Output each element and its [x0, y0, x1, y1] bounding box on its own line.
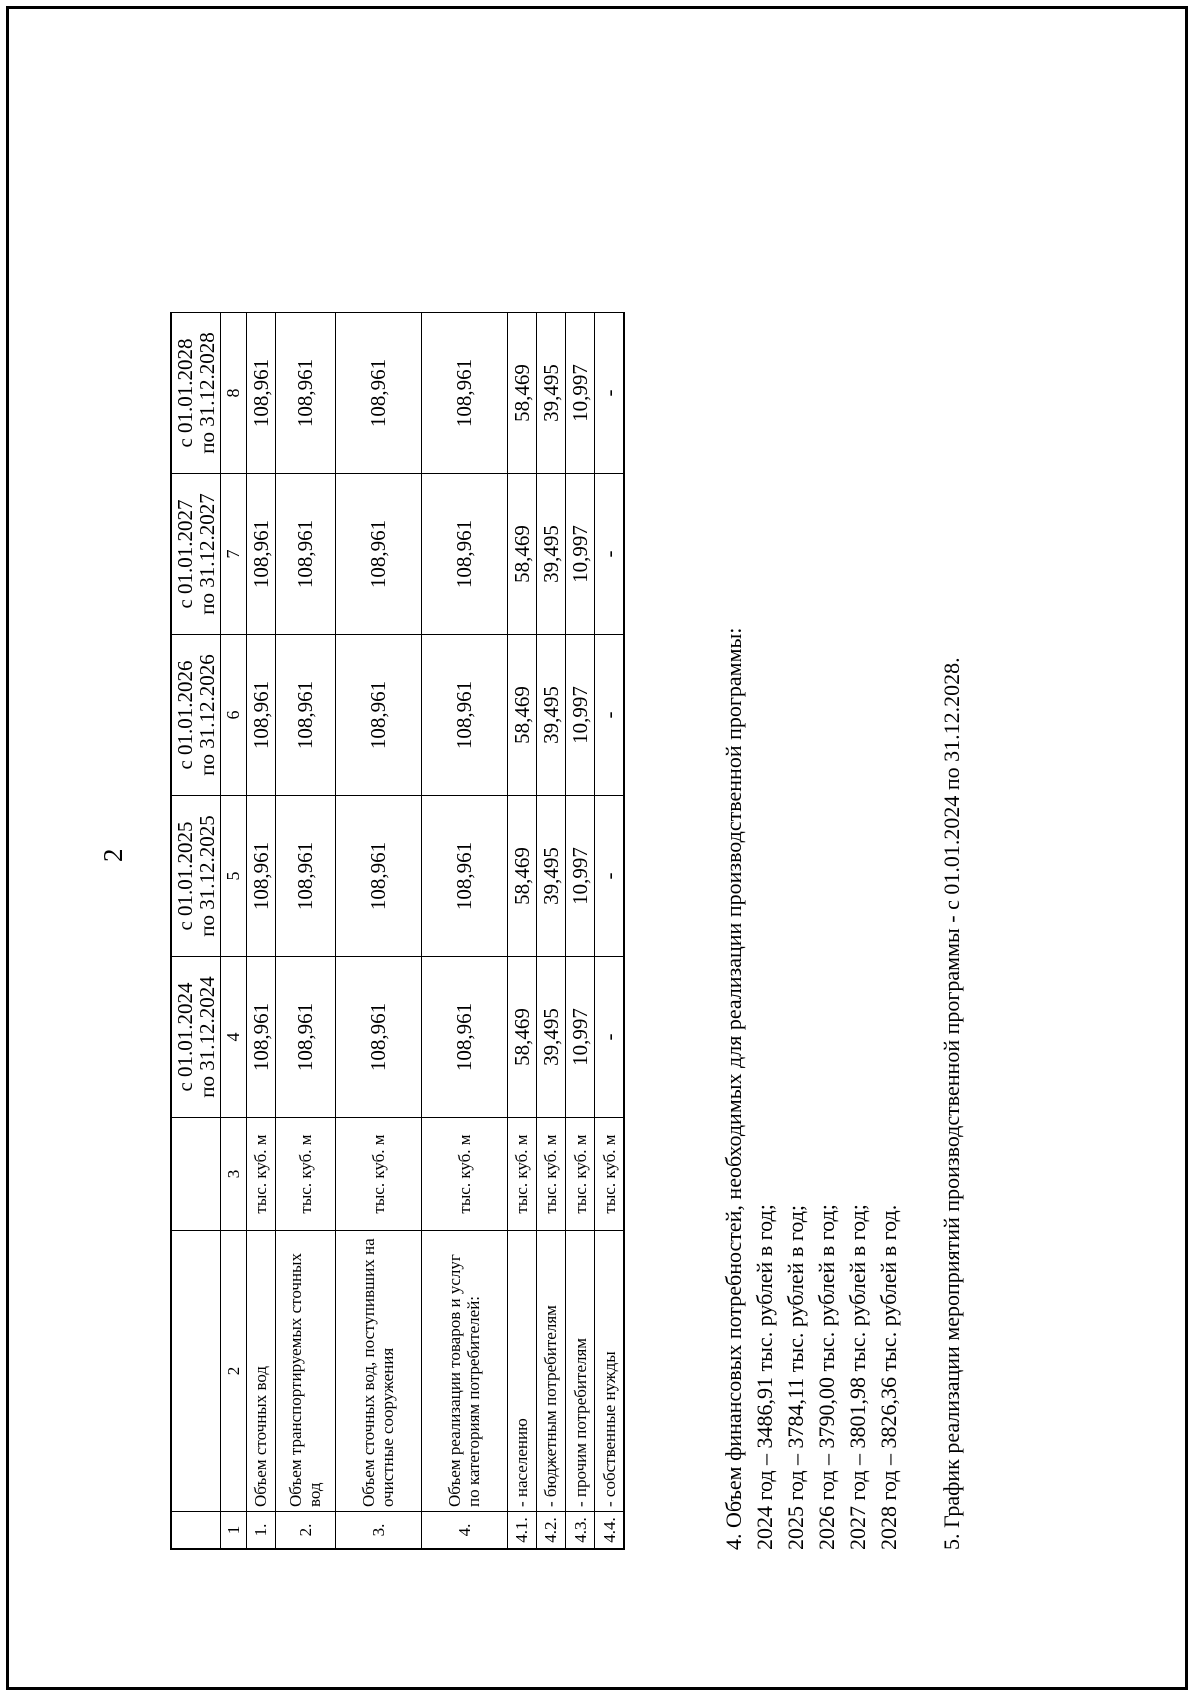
- row-number: 4.3.: [566, 1512, 595, 1550]
- table-row: [595, 313, 625, 1550]
- financial-needs-section: [718, 628, 904, 1550]
- row-value: 108,961: [275, 957, 335, 1118]
- row-value: 10,997: [566, 474, 595, 635]
- column-number: 6: [221, 635, 247, 796]
- column-number: 2: [221, 1231, 247, 1512]
- row-value: 108,961: [246, 474, 275, 635]
- row-value: 108,961: [246, 957, 275, 1118]
- row-value: 108,961: [335, 474, 421, 635]
- row-value: 108,961: [421, 474, 507, 635]
- schedule-text: 5. График реализации мероприятий производственной программы - с 01.01.2024 по 31.12.2028.: [939, 657, 964, 1550]
- column-number: 1: [221, 1512, 247, 1550]
- header-period: с 01.01.2024 по 31.12.2024: [171, 957, 221, 1118]
- row-number: 4.: [421, 1512, 507, 1550]
- table-row: [537, 313, 566, 1550]
- column-number-row: [221, 313, 247, 1550]
- column-number: 3: [221, 1118, 247, 1231]
- header-period: с 01.01.2028 по 31.12.2028: [171, 313, 221, 474]
- table-row: [566, 313, 595, 1550]
- row-number: 2.: [275, 1512, 335, 1550]
- row-value: 108,961: [246, 635, 275, 796]
- row-value: 39,495: [537, 313, 566, 474]
- row-value: 108,961: [421, 635, 507, 796]
- row-unit: тыс. куб. м: [537, 1118, 566, 1231]
- row-value: 108,961: [246, 796, 275, 957]
- row-value: 108,961: [335, 957, 421, 1118]
- row-value: 39,495: [537, 635, 566, 796]
- row-value: 108,961: [335, 313, 421, 474]
- row-value: -: [595, 957, 625, 1118]
- table-row: [246, 313, 275, 1550]
- row-value: 108,961: [421, 957, 507, 1118]
- row-name: Объем сточных вод, поступивших на очистные сооружения: [335, 1231, 421, 1512]
- page-number: 2: [98, 848, 128, 862]
- row-name: Объем сточных вод: [246, 1231, 275, 1512]
- row-value: 108,961: [246, 313, 275, 474]
- header-row: [171, 313, 221, 1550]
- table-row: [335, 313, 421, 1550]
- row-value: 108,961: [275, 474, 335, 635]
- row-value: 108,961: [335, 635, 421, 796]
- row-value: 39,495: [537, 957, 566, 1118]
- row-value: 10,997: [566, 313, 595, 474]
- row-value: 39,495: [537, 796, 566, 957]
- row-unit: тыс. куб. м: [566, 1118, 595, 1231]
- row-name: - населению: [507, 1231, 536, 1512]
- schedule-section: [936, 657, 967, 1550]
- table-row: [421, 313, 507, 1550]
- row-name: - собственные нужды: [595, 1231, 625, 1512]
- row-value: 58,469: [507, 796, 536, 957]
- header-period: с 01.01.2027 по 31.12.2027: [171, 474, 221, 635]
- header-cell-empty: [171, 1231, 221, 1512]
- row-value: 108,961: [421, 796, 507, 957]
- row-name: Объем реализации товаров и услуг по категориям потребителей:: [421, 1231, 507, 1512]
- row-number: 3.: [335, 1512, 421, 1550]
- row-unit: тыс. куб. м: [507, 1118, 536, 1231]
- row-value: 58,469: [507, 957, 536, 1118]
- row-value: 108,961: [275, 635, 335, 796]
- row-value: 10,997: [566, 957, 595, 1118]
- row-value: 108,961: [421, 313, 507, 474]
- column-number: 5: [221, 796, 247, 957]
- row-unit: тыс. куб. м: [421, 1118, 507, 1231]
- header-cell-empty: [171, 1118, 221, 1231]
- row-value: 58,469: [507, 313, 536, 474]
- header-period: с 01.01.2026 по 31.12.2026: [171, 635, 221, 796]
- row-number: 4.1.: [507, 1512, 536, 1550]
- row-number: 4.2.: [537, 1512, 566, 1550]
- row-number: 4.4.: [595, 1512, 625, 1550]
- financial-need-line: 2027 год – 3801,98 тыс. рублей в год;: [845, 1204, 870, 1550]
- row-value: 58,469: [507, 635, 536, 796]
- row-value: 108,961: [275, 313, 335, 474]
- row-value: 10,997: [566, 635, 595, 796]
- row-number: 1.: [246, 1512, 275, 1550]
- column-number: 7: [221, 474, 247, 635]
- program-indicators-table: [170, 312, 625, 1550]
- financial-need-line: 2025 год – 3784,11 тыс. рублей в год;: [783, 1205, 808, 1550]
- row-unit: тыс. куб. м: [335, 1118, 421, 1231]
- row-value: 39,495: [537, 474, 566, 635]
- header-period: с 01.01.2025 по 31.12.2025: [171, 796, 221, 957]
- row-value: 108,961: [335, 796, 421, 957]
- row-value: -: [595, 796, 625, 957]
- row-value: 10,997: [566, 796, 595, 957]
- row-value: -: [595, 313, 625, 474]
- column-number: 8: [221, 313, 247, 474]
- row-value: 58,469: [507, 474, 536, 635]
- row-value: 108,961: [275, 796, 335, 957]
- row-value: -: [595, 474, 625, 635]
- row-unit: тыс. куб. м: [246, 1118, 275, 1231]
- financial-need-line: 2028 год – 3826,36 тыс. рублей в год.: [876, 1204, 901, 1550]
- row-name: - прочим потребителям: [566, 1231, 595, 1512]
- row-unit: тыс. куб. м: [595, 1118, 625, 1231]
- column-number: 4: [221, 957, 247, 1118]
- row-name: - бюджетным потребителям: [537, 1231, 566, 1512]
- row-name: Объем транспортируемых сточных вод: [275, 1231, 335, 1512]
- financial-need-line: 2024 год – 3486,91 тыс. рублей в год;: [752, 1204, 777, 1550]
- table-row: [507, 313, 536, 1550]
- table-row: [275, 313, 335, 1550]
- section-title: 4. Объем финансовых потребностей, необходимых для реализации производственной программы:: [721, 627, 746, 1550]
- row-unit: тыс. куб. м: [275, 1118, 335, 1231]
- header-cell-empty: [171, 1512, 221, 1550]
- financial-need-line: 2026 год – 3790,00 тыс. рублей в год;: [814, 1204, 839, 1550]
- row-value: -: [595, 635, 625, 796]
